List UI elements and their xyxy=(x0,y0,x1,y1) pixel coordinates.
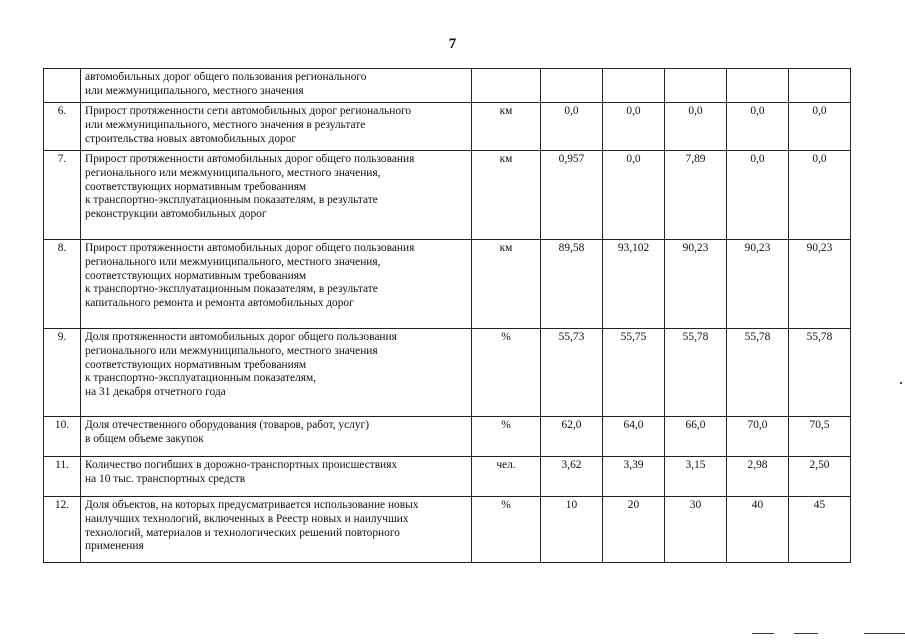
description-line: автомобильных дорог общего пользования регионального xyxy=(85,71,367,83)
indicator-description xyxy=(81,497,472,563)
value-cell xyxy=(789,69,851,103)
row-number xyxy=(44,69,81,103)
value-cell: 93,102 xyxy=(603,240,665,329)
value-cell: 55,78 xyxy=(789,329,851,417)
description-line: к транспортно-эксплуатационным показателям, xyxy=(85,372,317,385)
value-cell xyxy=(603,69,665,103)
value-cell: 0,957 xyxy=(541,151,603,240)
table-row xyxy=(44,497,851,563)
description-line: наилучших технологий, включенных в Реестр новых и наилучших xyxy=(85,512,409,525)
value-cell: 55,75 xyxy=(603,329,665,417)
value-cell: 10 xyxy=(541,497,603,563)
indicator-description xyxy=(81,103,472,151)
description-line: к транспортно-эксплуатационным показателям, в результате xyxy=(85,194,378,207)
indicator-description xyxy=(81,240,472,329)
description-line: Прирост протяженности сети автомобильных дорог регионального xyxy=(85,105,412,117)
value-cell: 89,58 xyxy=(541,240,603,329)
scan-dash-2 xyxy=(794,633,818,634)
row-number: 6. xyxy=(44,103,81,151)
value-cell: 0,0 xyxy=(665,103,727,151)
value-cell xyxy=(665,69,727,103)
value-cell: 0,0 xyxy=(541,103,603,151)
value-cell xyxy=(541,69,603,103)
value-cell: 2,98 xyxy=(727,457,789,497)
value-cell: 55,73 xyxy=(541,329,603,417)
value-cell: 0,0 xyxy=(789,151,851,240)
row-number: 7. xyxy=(44,151,81,240)
description-line: к транспортно-эксплуатационным показателям, в результате xyxy=(85,283,378,296)
table-body xyxy=(44,69,851,563)
description-line: или межмуниципального, местного значения в результате xyxy=(85,118,366,131)
description-line: на 31 декабря отчетного года xyxy=(85,386,226,399)
description-line: соответствующих нормативным требованиям xyxy=(85,358,307,371)
description-line: или межмуниципального, местного значения xyxy=(85,84,304,97)
value-cell: 20 xyxy=(603,497,665,563)
table-row xyxy=(44,329,851,417)
description-line: реконструкции автомобильных дорог xyxy=(85,208,267,221)
indicator-description xyxy=(81,417,472,457)
indicator-description xyxy=(81,457,472,497)
table-row xyxy=(44,240,851,329)
value-cell: 0,0 xyxy=(603,103,665,151)
description-line: Прирост протяженности автомобильных дорог общего пользования xyxy=(85,153,415,165)
value-cell: 62,0 xyxy=(541,417,603,457)
value-cell: 30 xyxy=(665,497,727,563)
row-number: 10. xyxy=(44,417,81,457)
value-cell: 90,23 xyxy=(665,240,727,329)
value-cell: 0,0 xyxy=(727,151,789,240)
table-row xyxy=(44,151,851,240)
value-cell xyxy=(727,69,789,103)
indicator-description xyxy=(81,329,472,417)
value-cell: 0,0 xyxy=(603,151,665,240)
description-line: Доля отечественного оборудования (товаров, работ, услуг) xyxy=(85,419,369,431)
value-cell: 70,5 xyxy=(789,417,851,457)
table-row xyxy=(44,69,851,103)
value-cell: 3,15 xyxy=(665,457,727,497)
unit-cell: км xyxy=(472,103,541,151)
table-row xyxy=(44,417,851,457)
row-number: 9. xyxy=(44,329,81,417)
row-number: 11. xyxy=(44,457,81,497)
value-cell: 40 xyxy=(727,497,789,563)
value-cell: 45 xyxy=(789,497,851,563)
description-line: Прирост протяженности автомобильных дорог общего пользования xyxy=(85,242,415,254)
description-line: капитального ремонта и ремонта автомобильных дорог xyxy=(85,297,354,310)
description-line: применения xyxy=(85,540,144,553)
unit-cell: % xyxy=(472,329,541,417)
description-line: технологий, материалов и технологических решений повторного xyxy=(85,526,400,539)
description-line: на 10 тыс. транспортных средств xyxy=(85,472,246,485)
value-cell: 3,62 xyxy=(541,457,603,497)
unit-cell xyxy=(472,69,541,103)
page-number: 7 xyxy=(448,36,457,52)
description-line: соответствующих нормативным требованиям xyxy=(85,180,307,193)
unit-cell: чел. xyxy=(472,457,541,497)
value-cell: 2,50 xyxy=(789,457,851,497)
description-line: регионального или межмуниципального, местного значения, xyxy=(85,255,381,268)
value-cell: 3,39 xyxy=(603,457,665,497)
value-cell: 7,89 xyxy=(665,151,727,240)
value-cell: 90,23 xyxy=(789,240,851,329)
description-line: Доля объектов, на которых предусматривается использование новых xyxy=(85,499,419,511)
row-number: 12. xyxy=(44,497,81,563)
scan-dash-1 xyxy=(752,633,774,634)
value-cell: 64,0 xyxy=(603,417,665,457)
value-cell: 55,78 xyxy=(665,329,727,417)
value-cell: 0,0 xyxy=(727,103,789,151)
row-number: 8. xyxy=(44,240,81,329)
description-line: регионального или межмуниципального, местного значения xyxy=(85,344,378,357)
unit-cell: % xyxy=(472,497,541,563)
value-cell: 90,23 xyxy=(727,240,789,329)
scan-speck xyxy=(900,382,902,384)
description-line: в общем объеме закупок xyxy=(85,432,204,445)
indicators-table xyxy=(43,68,851,563)
description-line: Количество погибших в дорожно-транспортных происшествиях xyxy=(85,459,398,471)
scan-dash-3 xyxy=(864,633,905,634)
unit-cell: % xyxy=(472,417,541,457)
indicator-description xyxy=(81,69,472,103)
description-line: соответствующих нормативным требованиям xyxy=(85,269,307,282)
table-row xyxy=(44,103,851,151)
value-cell: 70,0 xyxy=(727,417,789,457)
unit-cell: км xyxy=(472,240,541,329)
unit-cell: км xyxy=(472,151,541,240)
description-line: Доля протяженности автомобильных дорог общего пользования xyxy=(85,331,397,343)
value-cell: 0,0 xyxy=(789,103,851,151)
table-row xyxy=(44,457,851,497)
description-line: строительства новых автомобильных дорог xyxy=(85,132,297,145)
value-cell: 66,0 xyxy=(665,417,727,457)
indicator-description xyxy=(81,151,472,240)
value-cell: 55,78 xyxy=(727,329,789,417)
description-line: регионального или межмуниципального, местного значения, xyxy=(85,166,381,179)
